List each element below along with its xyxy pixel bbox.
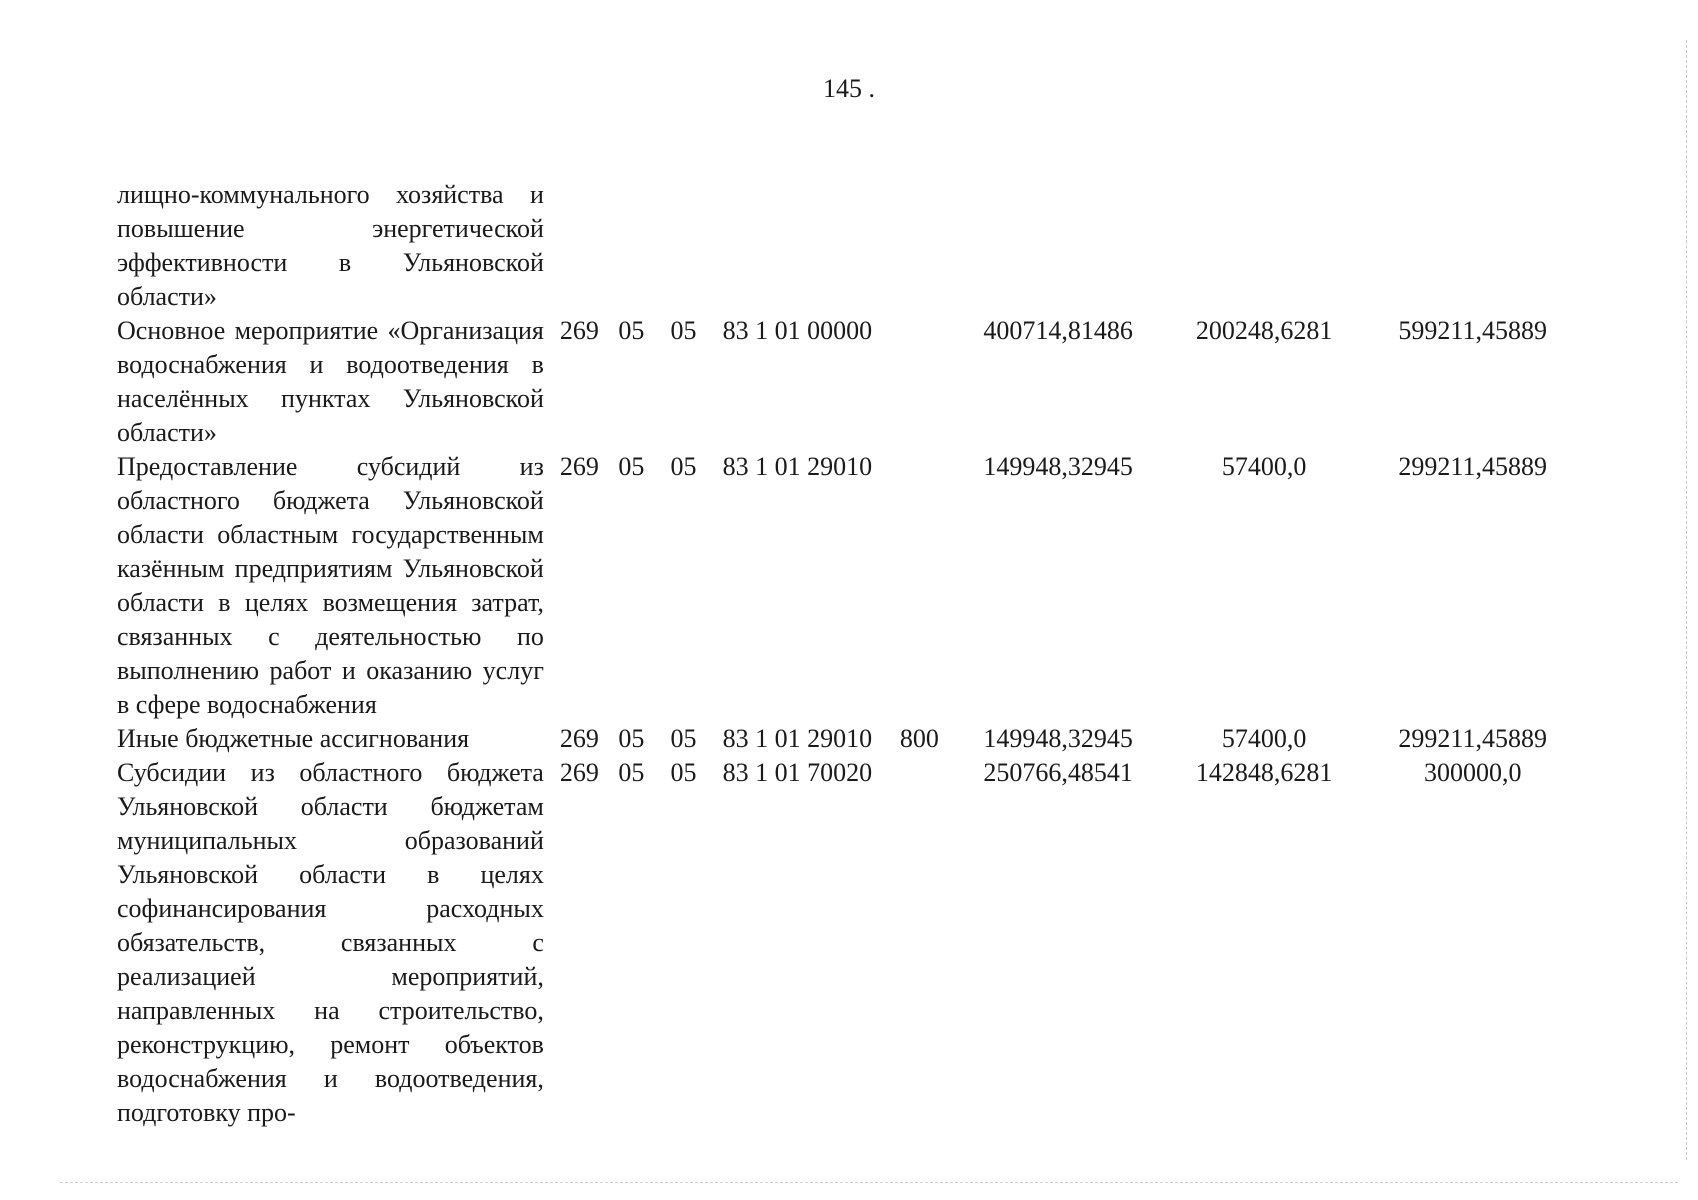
row-gr: 269: [559, 316, 599, 345]
row-rz: 05: [618, 758, 645, 787]
row-amount-2: 200248,6281: [1195, 316, 1333, 345]
row-pr: 05: [670, 724, 697, 753]
row-name: Предоставление субсидий из областного бюджета Ульяновской области областным государственным казённым предприятиям Ульяновской области в целях возмещения затрат, связанных с деятельностью по выполнению работ и оказанию услуг в сфере водоснабжения: [117, 452, 544, 719]
row-name: Иные бюджетные ассигнования: [117, 724, 470, 753]
row-amount-2: 142848,6281: [1195, 758, 1333, 787]
row-amount-3: 299211,45889: [1398, 724, 1547, 753]
row-csr: 83 1 01 29010: [722, 724, 873, 753]
row-csr: 83 1 01 29010: [722, 452, 873, 481]
row-pr: [664, 178, 716, 314]
row-pr: 05: [670, 452, 697, 481]
row-amount-3: [1368, 178, 1577, 314]
row-pr: 05: [670, 758, 697, 787]
row-amount-1: 400714,81486: [983, 316, 1133, 345]
row-vr: 800: [899, 724, 939, 753]
row-vr: [894, 314, 957, 450]
row-gr: 269: [559, 452, 599, 481]
row-gr: 269: [559, 758, 599, 787]
row-name: Субсидии из областного бюджета Ульяновской области бюджетам муниципальных образований Ульяновской области в целях софинансирования расходных обязательств, связанных с реализацией мероприятий, направленных на строительство, реконструкцию, ремонт объектов водоснабжения и водоотведения, подготовку про-: [117, 758, 544, 1127]
row-gr: [552, 178, 612, 314]
table-row: [117, 450, 1577, 722]
row-rz: 05: [618, 316, 645, 345]
row-amount-3: 299211,45889: [1398, 452, 1547, 481]
row-name: Основное мероприятие «Организация водоснабжения и водоотведения в населённых пунктах Ульяновской области»: [117, 316, 544, 447]
row-csr: 83 1 01 70020: [722, 758, 873, 787]
row-vr: [894, 756, 957, 1130]
table-row: [117, 314, 1577, 450]
table-row: [117, 178, 1577, 314]
row-vr: [894, 450, 957, 722]
row-amount-1: 250766,48541: [983, 758, 1133, 787]
row-amount-3: 300000,0: [1423, 758, 1522, 787]
row-amount-3: 599211,45889: [1398, 316, 1547, 345]
table-row: [117, 722, 1577, 756]
budget-table: [117, 178, 1577, 1130]
row-amount-1: 149948,32945: [983, 724, 1133, 753]
row-amount-2: [1160, 178, 1369, 314]
scan-edge-line: [1686, 40, 1688, 1160]
row-amount-2: 57400,0: [1221, 724, 1307, 753]
row-amount-2: 57400,0: [1221, 452, 1307, 481]
row-amount-1: [956, 178, 1159, 314]
row-rz: 05: [618, 452, 645, 481]
row-amount-1: 149948,32945: [983, 452, 1133, 481]
page-number: 145 .: [823, 74, 875, 103]
row-pr: 05: [670, 316, 697, 345]
row-rz: 05: [618, 724, 645, 753]
row-csr: 83 1 01 00000: [722, 316, 873, 345]
scan-bottom-line: [60, 1182, 1678, 1184]
row-vr: [894, 178, 957, 314]
row-name: лищно-коммунального хозяйства и повышение энергетической эффективности в Ульяновской области»: [117, 180, 544, 311]
row-rz: [612, 178, 664, 314]
row-gr: 269: [559, 724, 599, 753]
row-csr: [717, 178, 894, 314]
table-row: [117, 756, 1577, 1130]
